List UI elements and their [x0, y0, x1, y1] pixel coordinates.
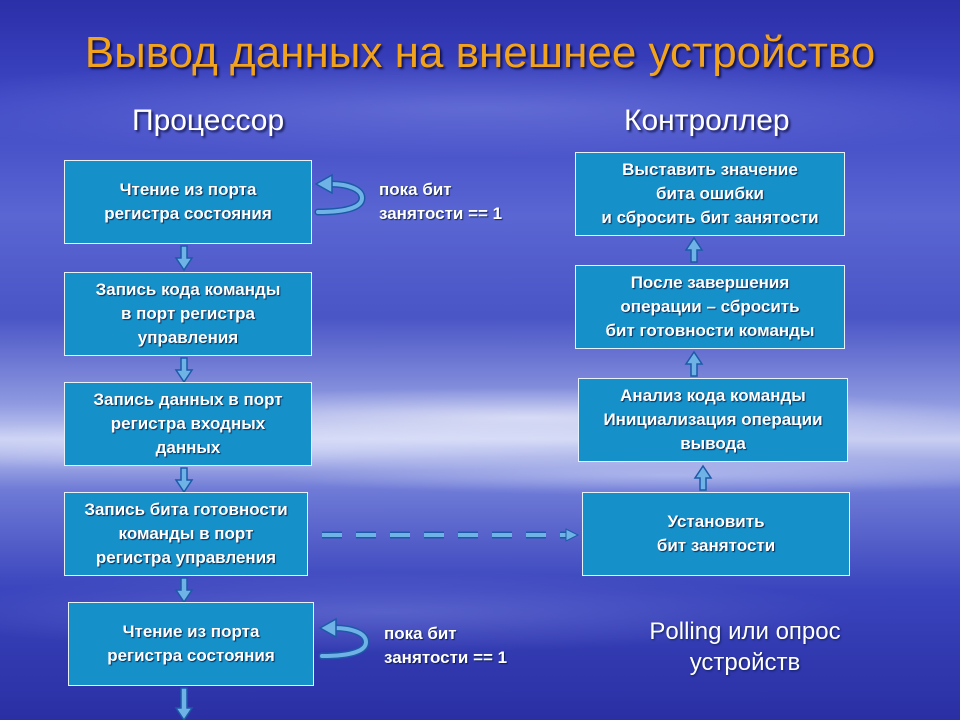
controller-step-set-busy: Установить бит занятости — [582, 492, 850, 576]
dashed-connector-head — [566, 529, 578, 541]
loop-note-2: пока бит занятости == 1 — [384, 624, 508, 667]
down-arrow-4 — [176, 578, 192, 602]
processor-column-heading: Процессор — [132, 104, 285, 137]
down-arrow-5 — [176, 688, 192, 720]
up-arrow-2 — [686, 352, 702, 376]
down-arrow-3 — [176, 468, 192, 492]
up-arrow-3 — [686, 238, 702, 262]
processor-step-write-ready-bit: Запись бита готовности команды в порт регистра управления — [64, 492, 308, 576]
processor-step-write-data: Запись данных в порт регистра входных данных — [64, 382, 312, 466]
slide-title: Вывод данных на внешнее устройство — [84, 28, 876, 77]
loop-note-1: пока бит занятости == 1 — [379, 180, 503, 223]
polling-caption: Polling или опрос устройств — [649, 618, 841, 676]
processor-step-read-status-repeat: Чтение из порта регистра состояния — [68, 602, 314, 686]
up-arrow-1 — [695, 466, 711, 490]
processor-step-write-command: Запись кода команды в порт регистра управления — [64, 272, 312, 356]
down-arrow-1 — [176, 246, 192, 270]
loop-arrow-2-head — [320, 619, 336, 637]
controller-step-set-error: Выставить значение бита ошибки и сбросить бит занятости — [575, 152, 845, 236]
processor-step-read-status: Чтение из порта регистра состояния — [64, 160, 312, 244]
controller-step-reset-ready: После завершения операции – сбросить бит готовности команды — [575, 265, 845, 349]
down-arrow-2 — [176, 358, 192, 382]
controller-column-heading: Контроллер — [624, 104, 790, 137]
loop-arrow-1-head — [316, 175, 332, 193]
controller-step-analyze-command: Анализ кода команды Инициализация операции вывода — [578, 378, 848, 462]
